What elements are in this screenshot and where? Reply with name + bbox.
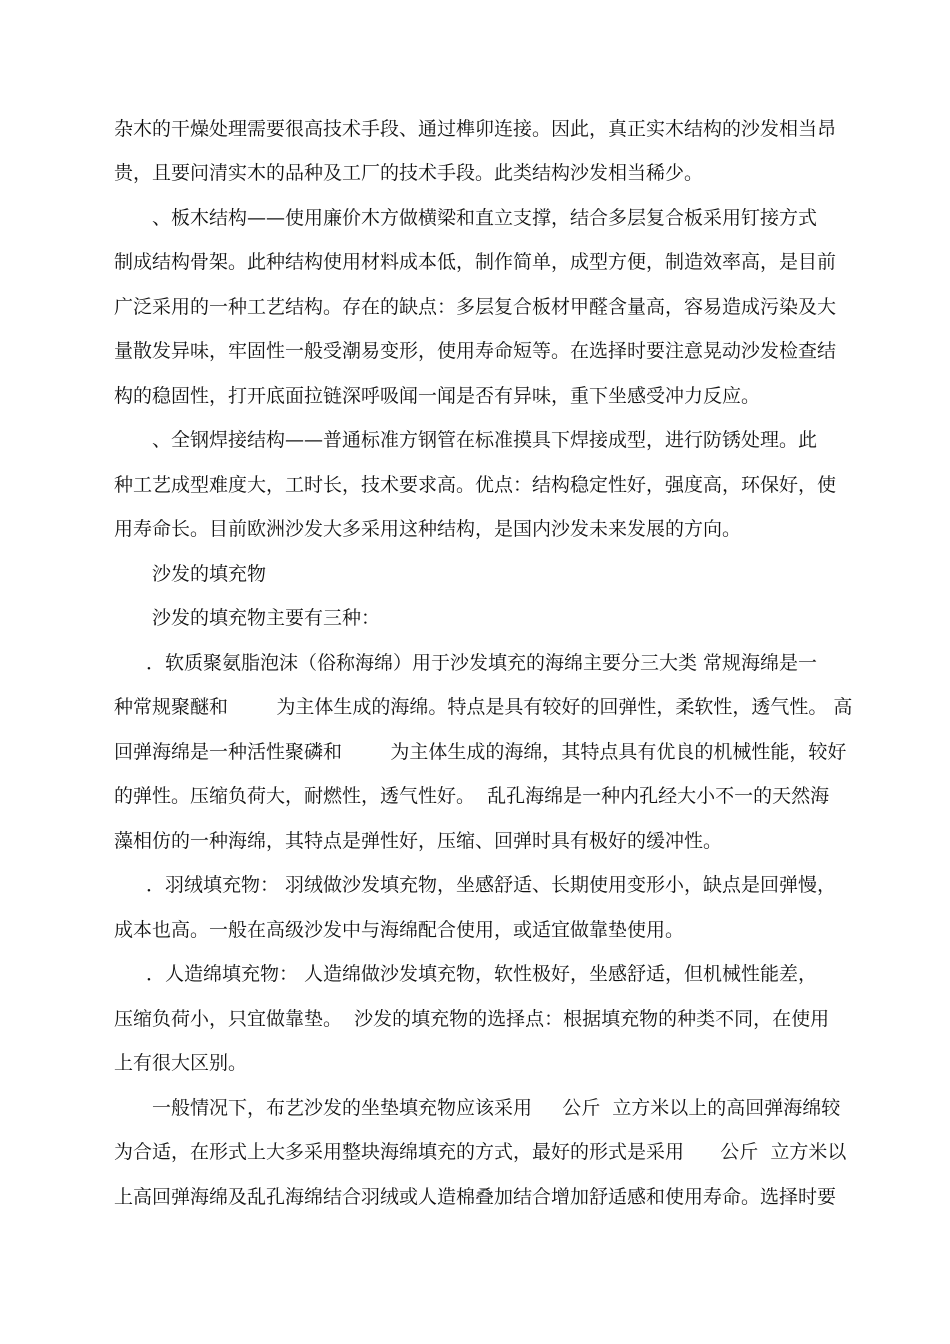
- text-line: 上高回弹海绵及乱孔海绵结合羽绒或人造棉叠加结合增加舒适感和使用寿命。选择时要: [114, 1186, 837, 1208]
- text-line: 为合适，在形式上大多采用整块海绵填充的方式，最好的形式是采用 公斤 立方米以: [114, 1141, 847, 1163]
- text-line: 杂木的干燥处理需要很高技术手段、通过榫卯连接。因此，真正实木结构的沙发相当昂: [114, 118, 837, 140]
- text-line: 上有很大区别。: [114, 1052, 248, 1074]
- text-line: ．人造绵填充物： 人造绵做沙发填充物，软性极好，坐感舒适，但机械性能差，: [146, 963, 818, 985]
- text-line: 的弹性。压缩负荷大，耐燃性，透气性好。 乱孔海绵是一种内孔经大小不一的天然海: [114, 785, 830, 807]
- text-line: 用寿命长。目前欧洲沙发大多采用这种结构，是国内沙发未来发展的方向。: [114, 518, 742, 540]
- text-line: 贵，且要问清实木的品种及工厂的技术手段。此类结构沙发相当稀少。: [114, 162, 704, 184]
- text-line: 、全钢焊接结构——普通标准方钢管在标准摸具下焊接成型，进行防锈处理。此: [152, 429, 818, 451]
- text-line: 成本也高。一般在高级沙发中与海绵配合使用，或适宜做靠垫使用。: [114, 919, 685, 941]
- text-line: 藻相仿的一种海绵，其特点是弹性好，压缩、回弹时具有极好的缓冲性。: [114, 830, 723, 852]
- text-line: 广泛采用的一种工艺结构。存在的缺点：多层复合板材甲醛含量高，容易造成污染及大: [114, 296, 837, 318]
- section-heading: 沙发的填充物: [152, 563, 267, 585]
- text-line: 制成结构骨架。此种结构使用材料成本低，制作简单，成型方便，制造效率高，是目前: [114, 251, 837, 273]
- text-line: 一般情况下，布艺沙发的坐垫填充物应该采用 公斤 立方米以上的高回弹海绵较: [152, 1097, 841, 1119]
- text-line: ．羽绒填充物： 羽绒做沙发填充物，坐感舒适、长期使用变形小，缺点是回弹慢，: [146, 874, 837, 896]
- text-line: 沙发的填充物主要有三种：: [152, 607, 381, 629]
- text-line: 回弹海绵是一种活性聚磷和 为主体生成的海绵，其特点具有优良的机械性能，较好: [114, 741, 847, 763]
- text-line: 压缩负荷小，只宜做靠垫。 沙发的填充物的选择点：根据填充物的种类不同，在使用: [114, 1008, 830, 1030]
- text-line: 、板木结构——使用廉价木方做横梁和直立支撑，结合多层复合板采用钉接方式: [152, 207, 818, 229]
- text-line: 种常规聚醚和 为主体生成的海绵。特点是具有较好的回弹性，柔软性，透气性。 高: [114, 696, 853, 718]
- text-line: 种工艺成型难度大，工时长，技术要求高。优点：结构稳定性好，强度高，环保好，使: [114, 474, 837, 496]
- text-line: 量散发异味，牢固性一般受潮易变形，使用寿命短等。在选择时要注意晃动沙发检查结: [114, 340, 837, 362]
- text-line: ．软质聚氨脂泡沫（俗称海绵）用于沙发填充的海绵主要分三大类 常规海绵是一: [146, 652, 818, 674]
- text-line: 构的稳固性，打开底面拉链深呼吸闻一闻是否有异味，重下坐感受冲力反应。: [114, 385, 761, 407]
